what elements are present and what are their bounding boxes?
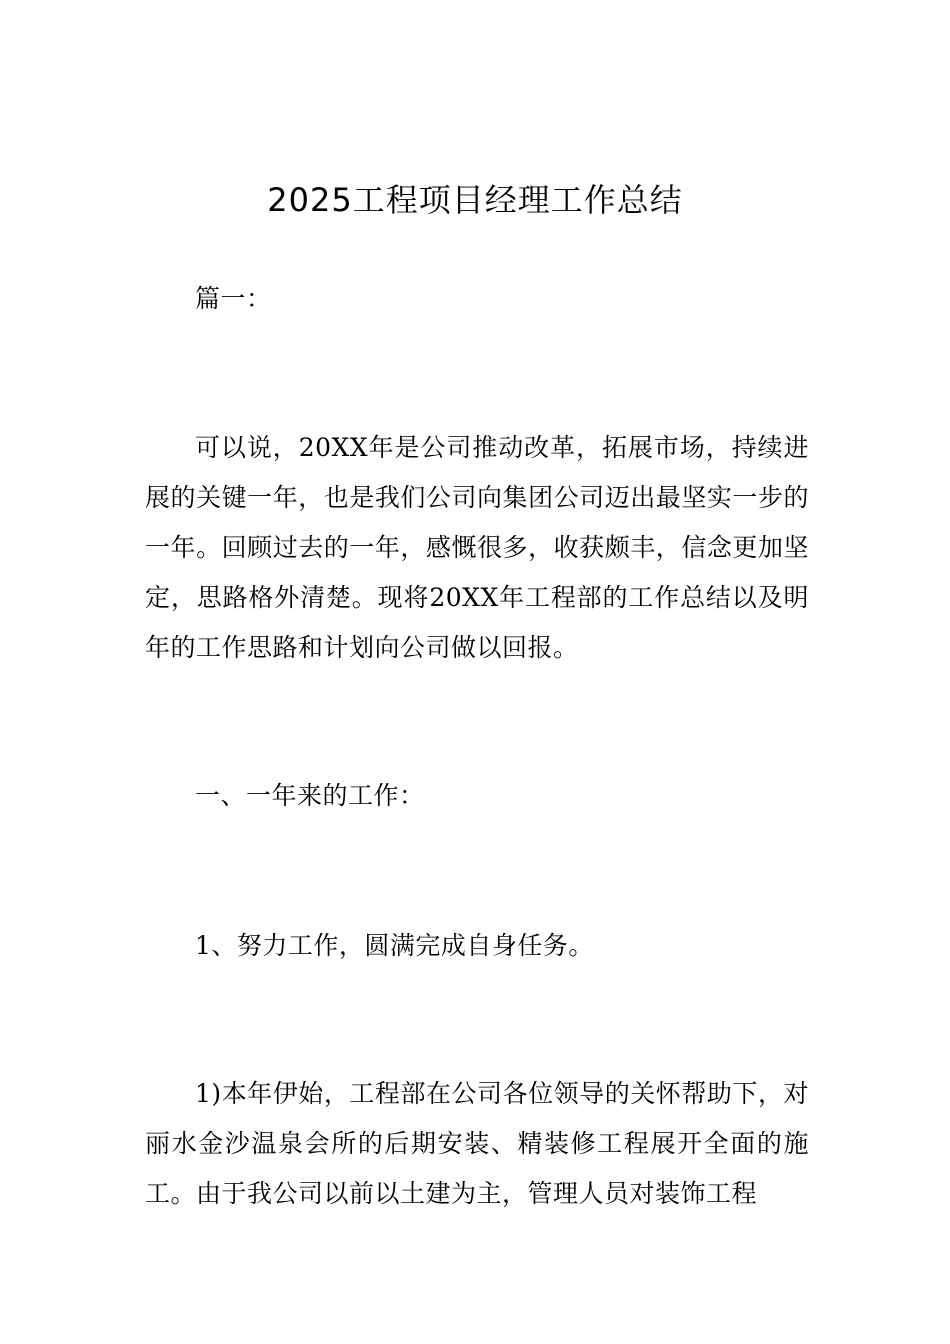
- document-title: 2025工程项目经理工作总结: [267, 181, 683, 219]
- section-label: 篇一：: [195, 284, 272, 313]
- heading-complete-tasks: 1、努力工作，圆满完成自身任务。: [195, 931, 594, 960]
- body-paragraph: 1)本年伊始，工程部在公司各位领导的关怀帮助下，对丽水金沙温泉会所的后期安装、精装修工程展开全面的施工。由于我公司以前以土建为主，管理人员对装饰工程: [145, 1079, 809, 1208]
- intro-paragraph: 可以说，20XX年是公司推动改革，拓展市场，持续进展的关键一年，也是我们公司向集团公司迈出最坚实一步的一年。回顾过去的一年，感慨很多，收获颇丰，信念更加坚定，思路格外清楚。现将20XX年工程部的工作总结以及明年的工作思路和计划向公司做以回报。: [145, 433, 809, 662]
- heading-annual-work: 一、一年来的工作：: [195, 781, 425, 810]
